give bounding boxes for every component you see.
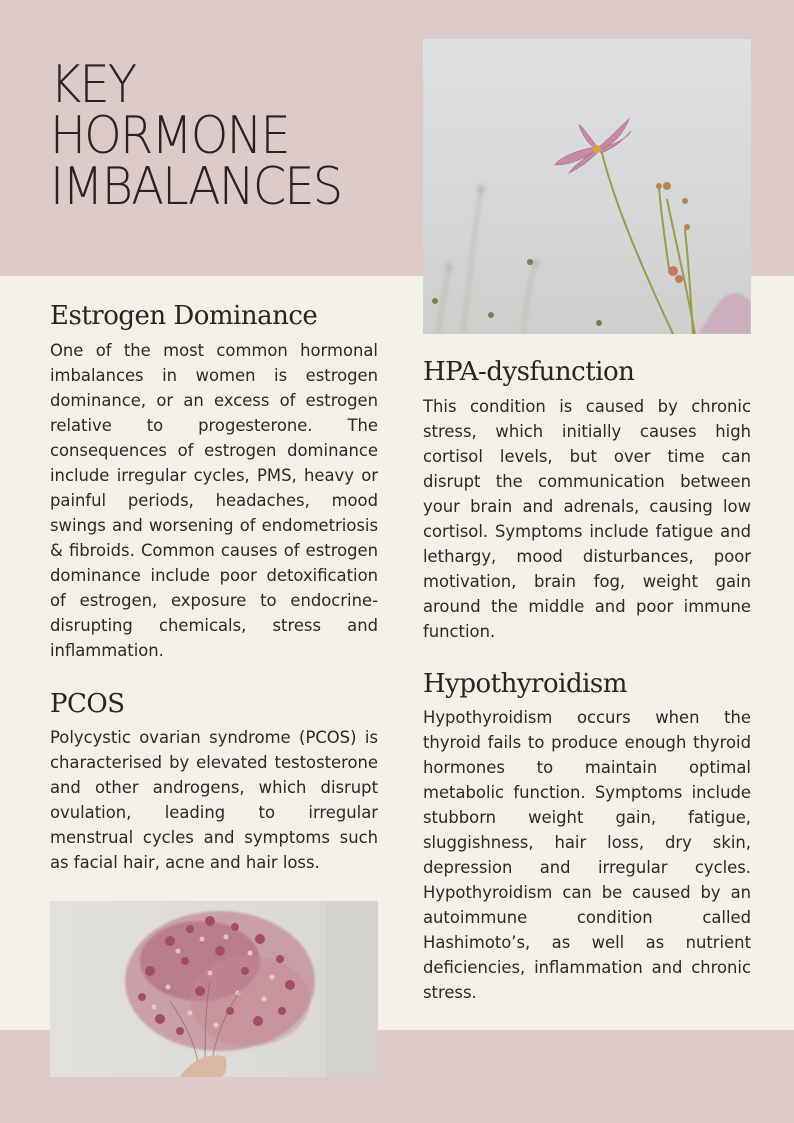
pcos-heading: PCOS: [50, 689, 125, 719]
title-line-2: HORMONE: [50, 106, 289, 166]
cosmos-flower-photo: [423, 39, 751, 334]
hypo-body: Hypothyroidism occurs when the thyroid fails to produce enough thyroid hormones to maintain optimal metabolic function. Symptoms include stubborn weight gain, fatigue, sluggishness, hair loss, dry skin, depression and irregular cycles. Hypothyroidism can be caused by an autoimmune condition called Hashimoto’s, as well as nutrient deficiencies, inflammation and chronic stress.: [423, 708, 751, 1002]
section-estrogen-dominance: [50, 300, 378, 663]
hpa-body: This condition is caused by chronic stress, which initially causes high cortisol levels, but over time can disrupt the communication between your brain and adrenals, causing low cortisol. Symptoms include fatigue and lethargy, mood disturbances, poor motivation, brain fog, weight gain around the middle and poor immune function.: [423, 397, 751, 641]
page-title: [50, 55, 342, 217]
section-pcos: [50, 688, 378, 875]
estrogen-body: One of the most common hormonal imbalances in women is estrogen dominance, or an excess of estrogen relative to progesterone. The consequences of estrogen dominance include irregular cycles, PMS, heavy or painful periods, headaches, mood swings and worsening of endometriosis & fibroids. Common causes of estrogen dominance include poor detoxification of estrogen, exposure to endocrine-disrupting chemicals, stress and inflammation.: [50, 341, 378, 660]
section-hpa-dysfunction: [423, 356, 751, 644]
title-line-3: IMBALANCES: [50, 157, 342, 217]
title-line-1: KEY: [50, 55, 136, 115]
hypo-heading: Hypothyroidism: [423, 669, 627, 699]
dried-flower-bouquet-photo: [50, 901, 378, 1077]
hpa-heading: HPA-dysfunction: [423, 357, 635, 387]
pcos-body: Polycystic ovarian syndrome (PCOS) is characterised by elevated testosterone and other androgens, which disrupt ovulation, leading to irregular menstrual cycles and symptoms such as facial hair, acne and hair loss.: [50, 728, 378, 872]
section-hypothyroidism: [423, 668, 751, 1005]
estrogen-heading: Estrogen Dominance: [50, 301, 318, 331]
